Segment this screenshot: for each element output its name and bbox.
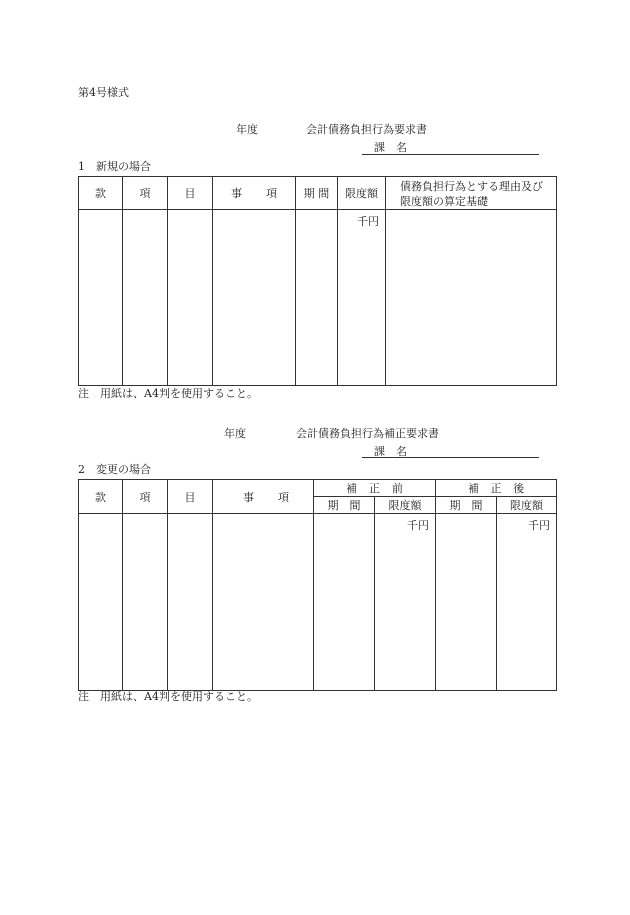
change-case-table: [78, 479, 557, 691]
section1-title: 会計債務負担行為要求書: [306, 123, 427, 136]
col-gendogaku: 限度額: [338, 177, 386, 210]
after-kikan-2: 間: [471, 499, 483, 512]
col-jikou-2: 項: [266, 187, 277, 200]
unit-label: 千円: [528, 519, 550, 532]
section2-note: 注 用紙は、A4判を使用すること。: [78, 690, 258, 703]
cell-kou: [123, 514, 168, 691]
col-kan: 款: [79, 177, 123, 210]
col-kou: 項: [123, 177, 168, 210]
col-moku: 目: [168, 480, 213, 514]
col-before-gendogaku: 限度額: [375, 497, 436, 514]
unit-label: 千円: [407, 519, 429, 532]
section2-dept-underline: [362, 457, 539, 458]
before-2: 正: [369, 482, 380, 495]
col-kou: 項: [123, 480, 168, 514]
col-jikou-2: 項: [278, 490, 289, 504]
cell-after-gendogaku: [497, 514, 557, 691]
after-3: 後: [513, 482, 525, 495]
cell-kou: [123, 210, 168, 386]
cell-moku: [168, 514, 213, 691]
unit-label: 千円: [357, 215, 379, 228]
col-jikou-1: 事: [243, 490, 254, 504]
col-jikou: [213, 177, 296, 210]
new-case-table: [78, 176, 557, 386]
cell-kan: [79, 210, 123, 386]
cell-kan: [79, 514, 123, 691]
cell-before-kikan: [314, 514, 375, 691]
section2-title: 会計債務負担行為補正要求書: [296, 427, 439, 440]
form-number: 第4号様式: [78, 86, 129, 99]
col-before-amendment: [314, 480, 436, 497]
cell-reason: [386, 210, 557, 386]
before-3: 前: [392, 482, 403, 495]
col-kan: 款: [79, 480, 123, 514]
col-before-kikan: [314, 497, 375, 514]
section1-dept-underline: [362, 154, 539, 155]
col-after-amendment: [436, 480, 557, 497]
section1-dept-label: 課 名: [374, 141, 407, 154]
section1-title-year: 年度: [236, 123, 258, 136]
section2-heading: 2 変更の場合: [78, 463, 151, 476]
after-2: 正: [490, 482, 502, 495]
col-after-kikan: [436, 497, 497, 514]
col-kikan: 期 間: [296, 177, 338, 210]
cell-jikou: [213, 514, 314, 691]
col-after-gendogaku: 限度額: [497, 497, 557, 514]
col-jikou: [213, 480, 314, 514]
section1-heading: 1 新規の場合: [78, 160, 151, 173]
cell-kikan: [296, 210, 338, 386]
cell-before-gendogaku: [375, 514, 436, 691]
cell-gendogaku: [338, 210, 386, 386]
col-moku: 目: [168, 177, 213, 210]
section1-note: 注 用紙は、A4判を使用すること。: [78, 387, 258, 400]
after-1: 補: [467, 482, 479, 495]
cell-jikou: [213, 210, 296, 386]
section2-dept-label: 課 名: [374, 445, 407, 458]
cell-after-kikan: [436, 514, 497, 691]
col-reason: 債務負担行為とする理由及び限度額の算定基礎: [386, 177, 557, 210]
before-kikan-2: 間: [349, 499, 361, 512]
section2-title-year: 年度: [224, 427, 246, 440]
cell-moku: [168, 210, 213, 386]
before-kikan-1: 期: [327, 499, 339, 512]
col-jikou-1: 事: [231, 187, 242, 200]
before-1: 補: [346, 482, 357, 495]
after-kikan-1: 期: [449, 499, 461, 512]
